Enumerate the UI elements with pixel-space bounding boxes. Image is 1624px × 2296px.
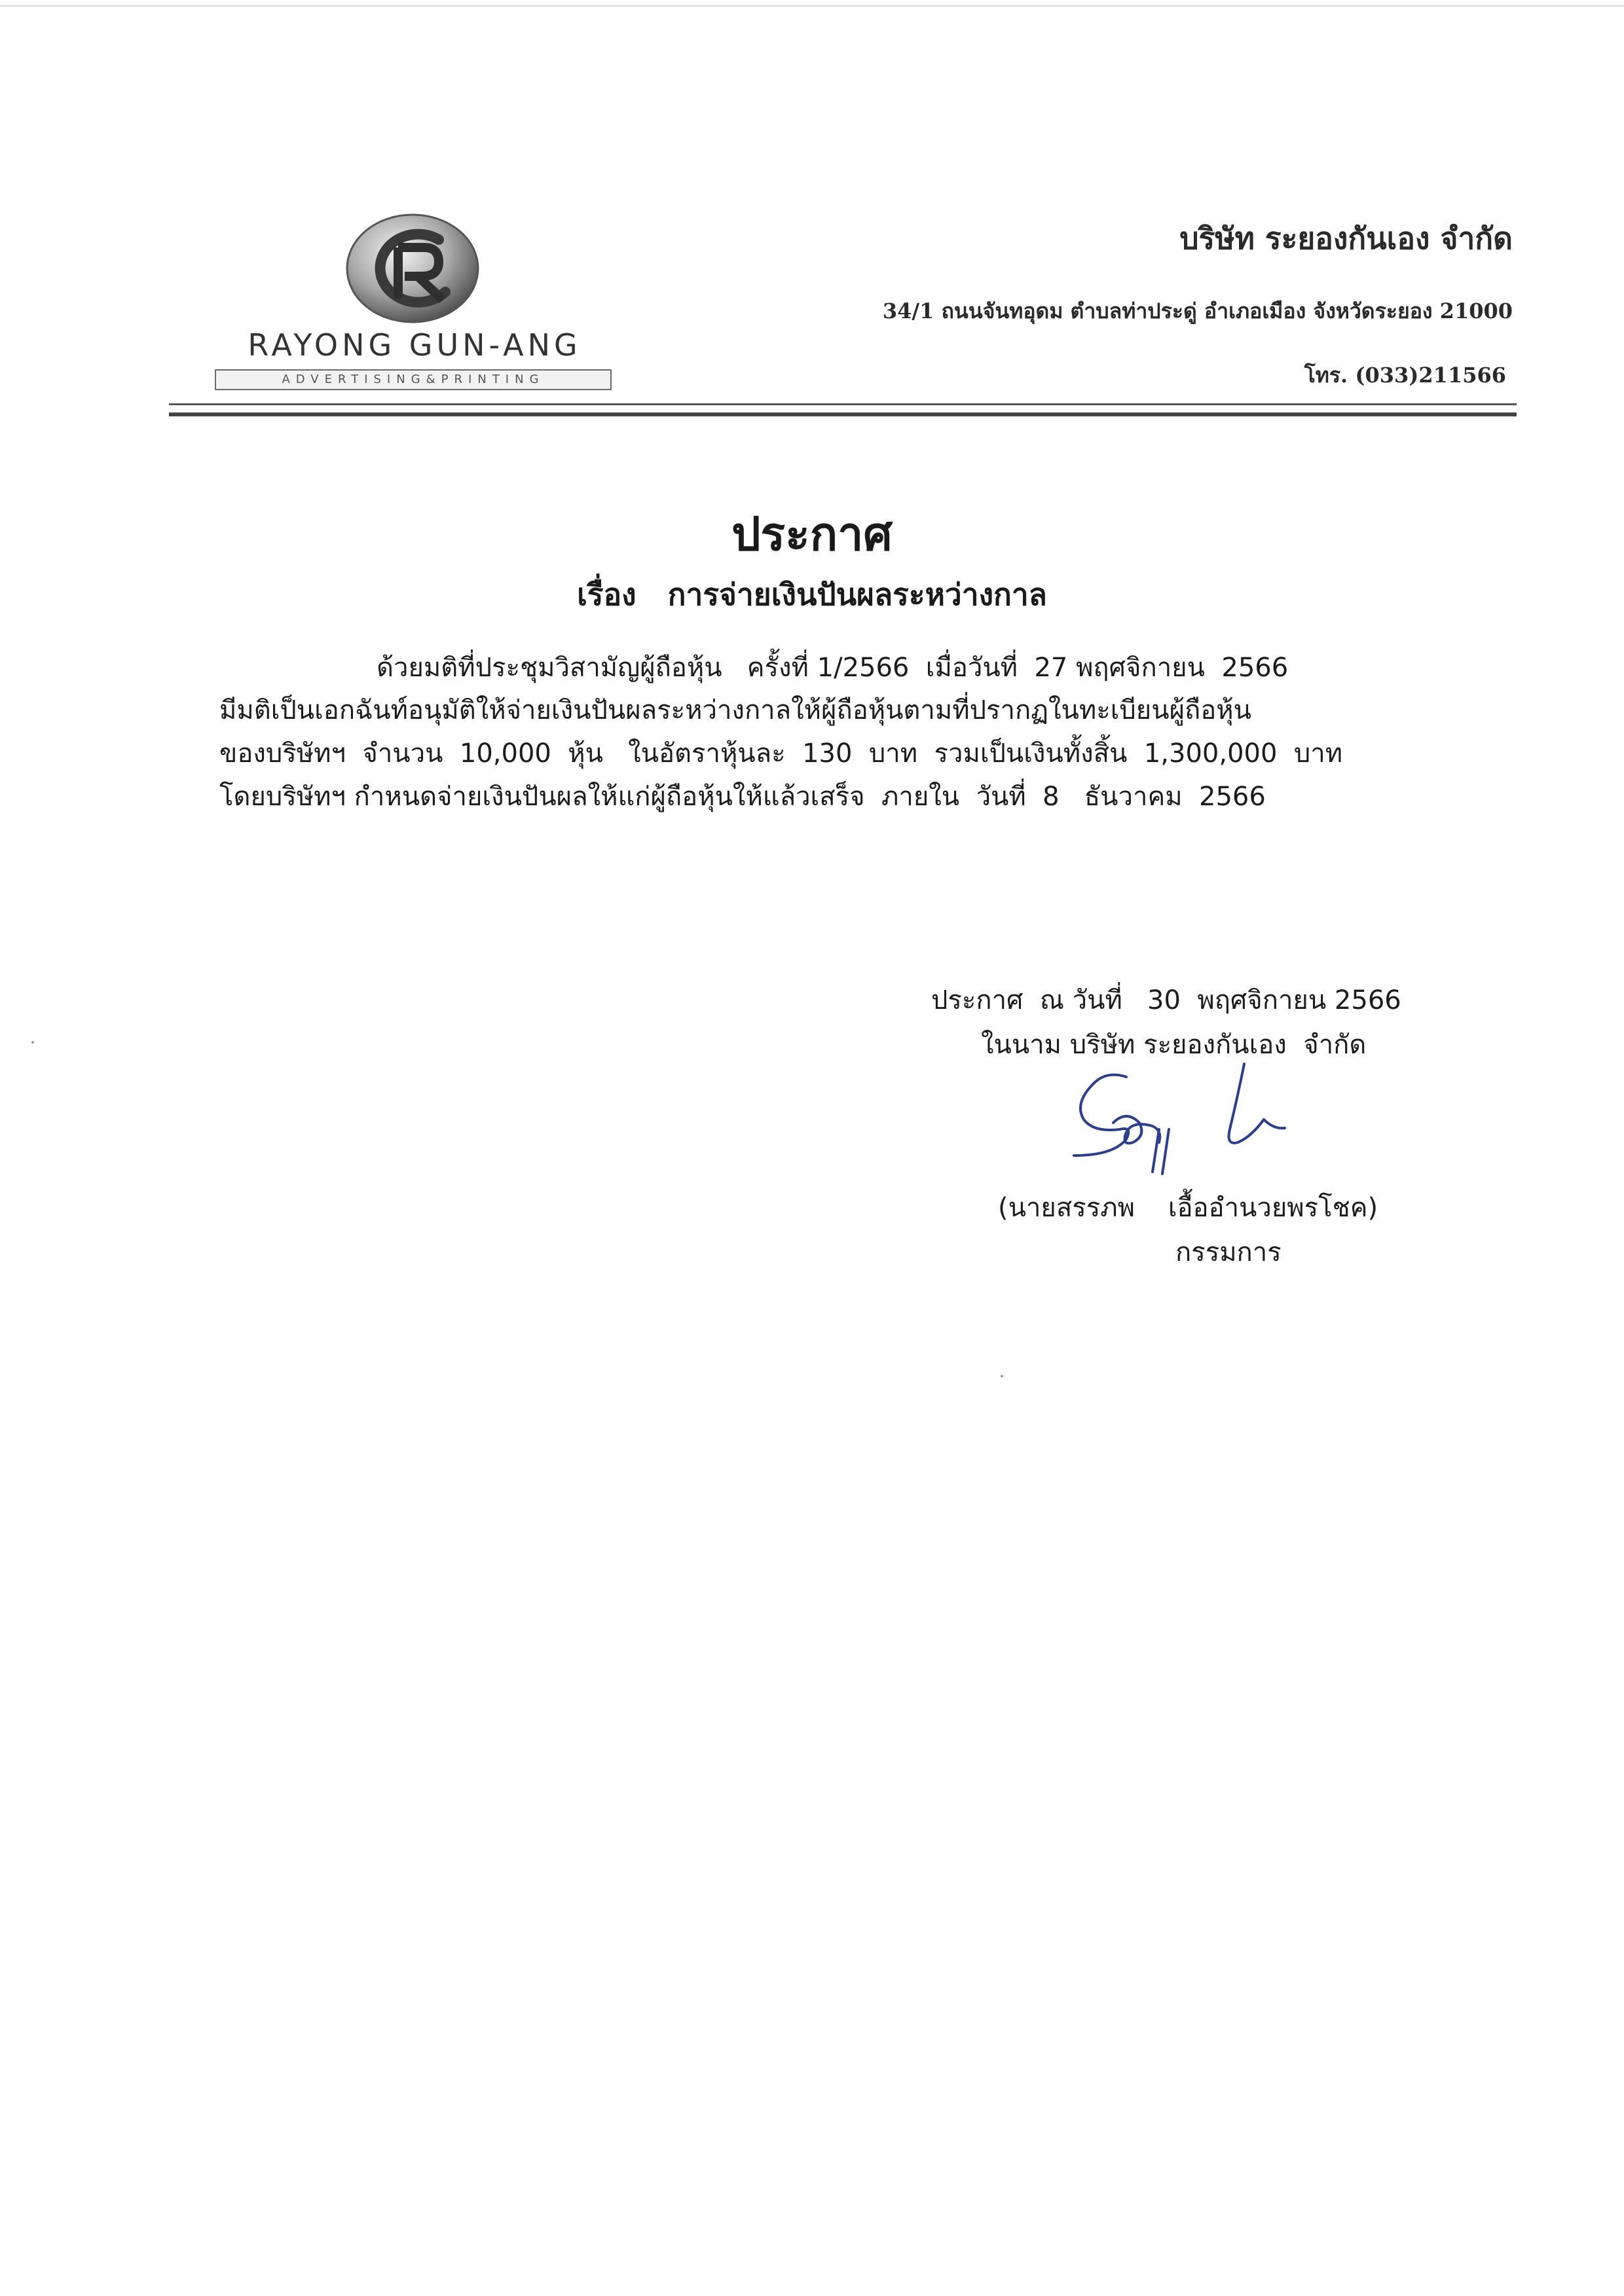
header-rule-thin — [169, 403, 1517, 405]
company-phone: โทร. (033)211566 — [1304, 363, 1506, 388]
signer-title: กรรมการ — [1175, 1237, 1282, 1267]
body-line: ด้วยมติที่ประชุมวิสามัญผู้ถือหุ้น ครั้งที่ 1/2566 เมื่อวันที่ 27 พฤศจิกายน 2566 — [377, 653, 1289, 683]
header-rule-thick — [169, 412, 1517, 416]
company-address: 34/1 ถนนจันทอุดม ตำบลท่าประดู่ อำเภอเมือง จังหวัดระยอง 21000 — [882, 299, 1513, 323]
scan-edge — [0, 5, 1624, 7]
company-name: บริษัท ระยองกันเอง จำกัด — [1179, 221, 1513, 256]
page-title: ประกาศ — [731, 507, 893, 561]
signer-name: (นายสรรภพ เอื้ออำนวยพรโชค) — [998, 1193, 1378, 1223]
on-behalf-of: ในนาม บริษัท ระยองกันเอง จำกัด — [981, 1030, 1367, 1060]
body-line: ของบริษัทฯ จำนวน 10,000 หุ้น ในอัตราหุ้นละ 130 บาท รวมเป็นเงินทั้งสิ้น 1,300,000 บาท — [219, 738, 1343, 769]
logo-wordmark: RAYONG GUN-ANG — [248, 327, 581, 363]
announce-date: ประกาศ ณ วันที่ 30 พฤศจิกายน 2566 — [931, 985, 1401, 1015]
body-line: มีมติเป็นเอกฉันท์อนุมัติให้จ่ายเงินปันผลระหว่างกาลให้ผู้ถือหุ้นตามที่ปรากฏในทะเบียนผู้ถือหุ้น — [219, 695, 1251, 725]
rg-logo-icon — [341, 208, 485, 326]
scan-speck — [31, 1041, 34, 1044]
scan-speck — [1001, 1375, 1003, 1377]
body-line: โดยบริษัทฯ กำหนดจ่ายเงินปันผลให้แก่ผู้ถือหุ้นให้แล้วเสร็จ ภายใน วันที่ 8 ธันวาคม 2566 — [219, 782, 1266, 812]
logo-tagline: ADVERTISING&PRINTING — [215, 369, 612, 390]
subject-line: เรื่อง การจ่ายเงินปันผลระหว่างกาล — [577, 577, 1047, 612]
signature-icon — [1048, 1057, 1323, 1201]
